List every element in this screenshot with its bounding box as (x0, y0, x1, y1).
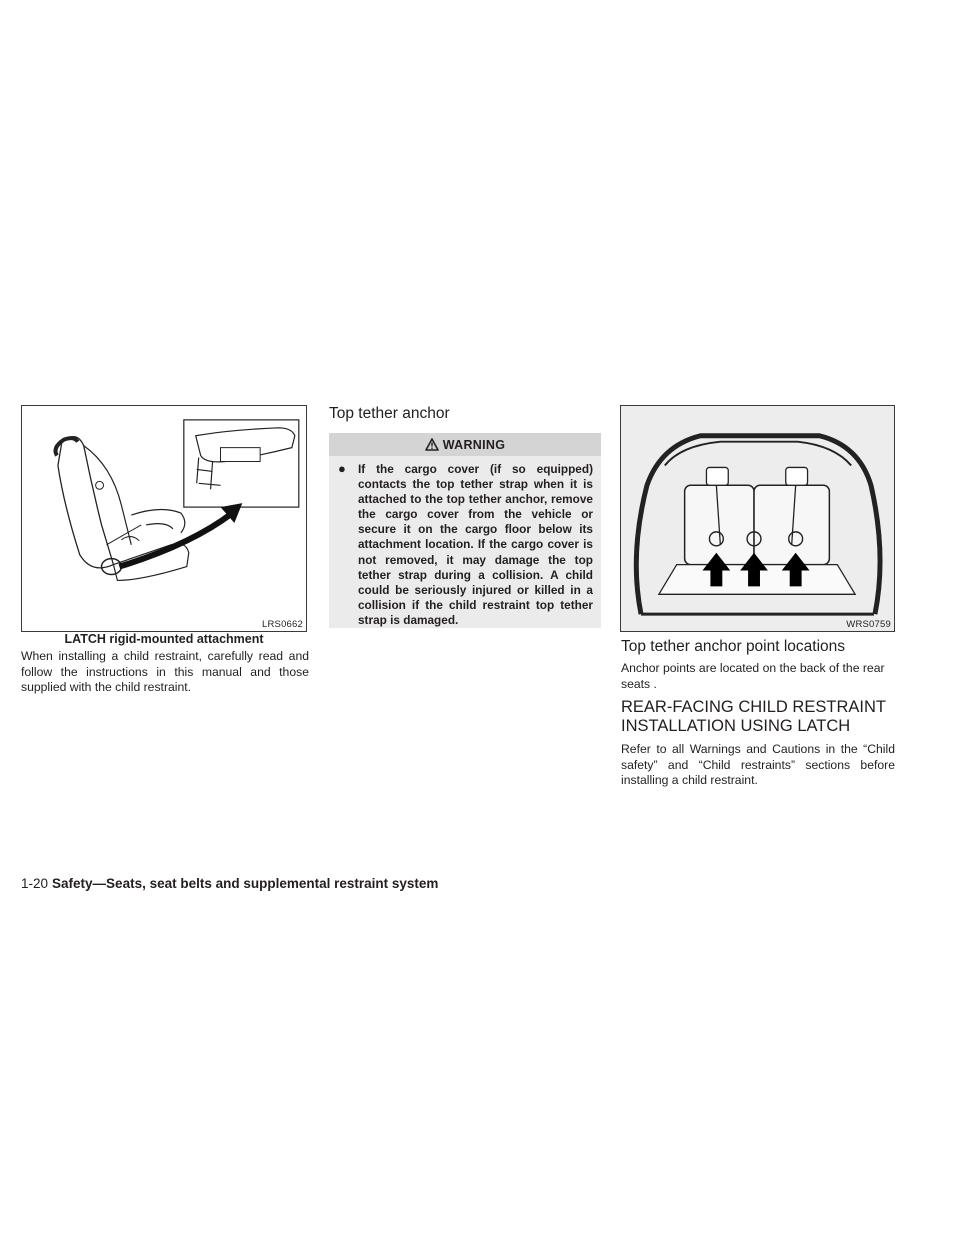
bullet-icon: ● (338, 461, 346, 476)
latch-illustration (22, 406, 306, 631)
warning-box (329, 456, 601, 628)
figure-code: WRS0759 (846, 619, 891, 630)
page-number: 1-20 (21, 876, 49, 891)
section-title: REAR-FACING CHILD RESTRAINT INSTALLATION USING LATCH (621, 698, 886, 735)
anchor-locations-heading: Top tether anchor point locations (621, 638, 846, 655)
top-tether-heading: Top tether anchor (329, 405, 450, 422)
page-footer (21, 876, 438, 891)
figure-code: LRS0662 (261, 619, 303, 630)
refer-paragraph: Refer to all Warnings and Cautions in the “Child safety” and “Child restraints” sections before installing a child restraint. (621, 742, 895, 788)
warning-item: If the cargo cover (if so equipped) contacts the top tether strap when it is attached to the top tether anchor, remove the cargo cover from the vehicle or secure it on the cargo floor below its attachment location. If the cargo cover is not removed, it may damage the top tether strap during a collision. A child could be seriously injured or killed in a collision if the child restraint top tether strap is damaged. (358, 462, 593, 627)
latch-figure (21, 405, 307, 632)
cargo-figure (620, 405, 895, 632)
warning-header (329, 433, 601, 456)
warning-label: WARNING (442, 437, 506, 452)
figure-caption: LATCH rigid-mounted attachment (64, 632, 264, 646)
anchor-paragraph: Anchor points are located on the back of the rear seats . (621, 661, 885, 691)
warning-triangle-icon (425, 438, 439, 451)
footer-section: Safety—Seats, seat belts and supplemental restraint system (52, 876, 439, 891)
left-paragraph: When installing a child restraint, carefully read and follow the instructions in this manual and those supplied with the child restraint. (21, 649, 309, 695)
cargo-illustration (621, 406, 894, 631)
